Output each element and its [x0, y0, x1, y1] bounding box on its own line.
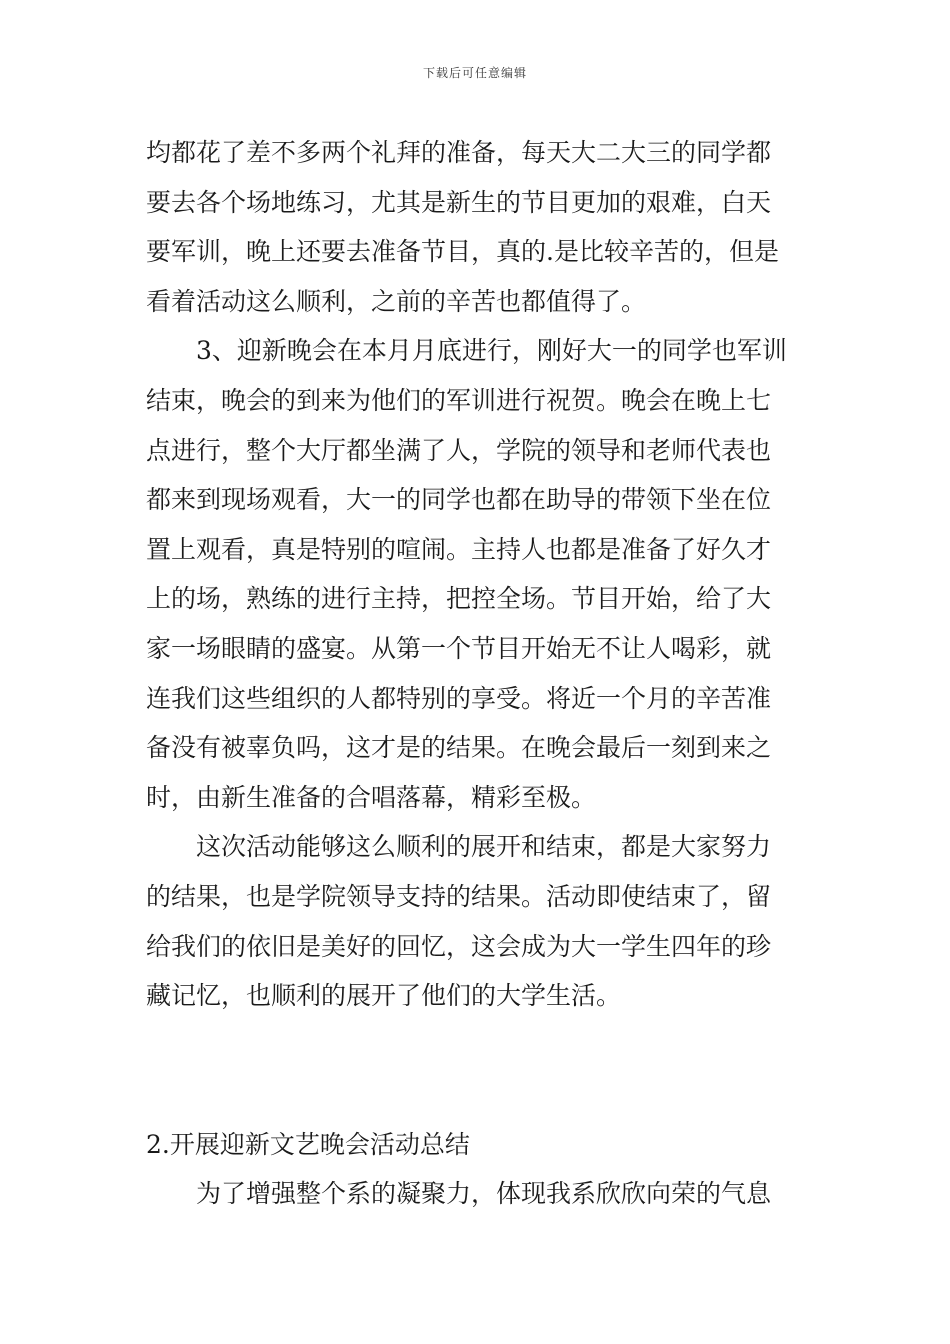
text-line: 置上观看，真是特别的喧闹。主持人也都是准备了好久才 [146, 534, 772, 564]
text-line: 的结果，也是学院领导支持的结果。活动即使结束了，留 [146, 881, 772, 911]
text-line: 点进行，整个大厅都坐满了人，学院的领导和老师代表也 [146, 435, 772, 465]
text-line: 藏记忆，也顺利的展开了他们的大学生活。 [146, 981, 622, 1011]
text-line: 都来到现场观看，大一的同学也都在助导的带领下坐在位 [146, 485, 772, 515]
text-line: 时，由新生准备的合唱落幕，精彩至极。 [146, 782, 597, 812]
text-line: 给我们的依旧是美好的回忆，这会成为大一学生四年的珍 [146, 931, 772, 961]
text-line: 备没有被辜负吗，这才是的结果。在晚会最后一刻到来之 [146, 733, 772, 763]
document-body [146, 128, 808, 1219]
paragraph-2 [146, 326, 808, 822]
text-line: 3、迎新晚会在本月月底进行，刚好大一的同学也军训 [196, 336, 787, 366]
text-line: 结束，晚会的到来为他们的军训进行祝贺。晚会在晚上七 [146, 385, 772, 415]
section-title: 2.开展迎新文艺晚会活动总结 [146, 1129, 470, 1159]
paragraph-3 [146, 822, 808, 1020]
text-line: 家一场眼睛的盛宴。从第一个节目开始无不让人喝彩，就 [146, 633, 772, 663]
paragraph-1 [146, 128, 808, 326]
text-line: 上的场，熟练的进行主持，把控全场。节目开始，给了大 [146, 584, 772, 614]
text-line: 均都花了差不多两个礼拜的准备，每天大二大三的同学都 [146, 138, 772, 167]
page-header-note: 下载后可任意编辑 [422, 66, 527, 80]
text-line: 为了增强整个系的凝聚力，体现我系欣欣向荣的气息 [196, 1179, 772, 1209]
text-line: 要军训，晚上还要去准备节目，真的.是比较辛苦的，但是 [146, 237, 779, 267]
section-gap [146, 1021, 808, 1120]
text-line: 这次活动能够这么顺利的展开和结束，都是大家努力 [196, 832, 772, 862]
text-line: 看着活动这么顺利，之前的辛苦也都值得了。 [146, 286, 647, 316]
text-line: 连我们这些组织的人都特别的享受。将近一个月的辛苦准 [146, 683, 772, 713]
text-line: 要去各个场地练习，尤其是新生的节目更加的艰难，白天 [146, 187, 772, 217]
